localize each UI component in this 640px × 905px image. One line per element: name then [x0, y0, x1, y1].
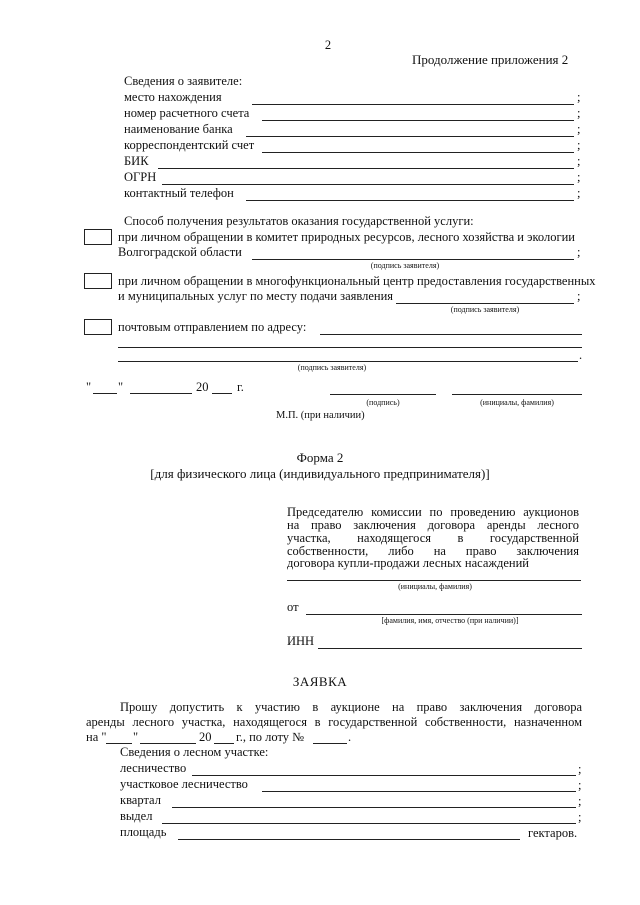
- semicolon: ;: [577, 289, 581, 303]
- semicolon: ;: [577, 106, 581, 120]
- date-quote-close: ": [118, 380, 124, 394]
- auction-day-line[interactable]: [106, 743, 132, 744]
- stamp-note: М.П. (при наличии): [276, 410, 365, 421]
- checkbox-mail[interactable]: [84, 319, 112, 335]
- auction-year-prefix: 20: [199, 730, 212, 744]
- page-header: Продолжение приложения 2: [412, 52, 569, 67]
- semicolon: ;: [577, 122, 581, 136]
- location-line[interactable]: [252, 104, 574, 105]
- section-line[interactable]: [162, 823, 576, 824]
- page-number: 2: [324, 38, 332, 52]
- bank-line[interactable]: [246, 136, 574, 137]
- initials-caption: (инициалы, фамилия): [398, 582, 472, 591]
- semicolon: ;: [577, 186, 581, 200]
- inn-line[interactable]: [318, 648, 582, 649]
- semicolon: ;: [577, 170, 581, 184]
- signature-line[interactable]: [330, 394, 436, 395]
- mail-address-line2[interactable]: [118, 347, 582, 348]
- auction-year-line[interactable]: [214, 743, 234, 744]
- option-committee-line2: Волгоградской области: [118, 245, 242, 259]
- addressee-line: участка, находящегося в государственной: [287, 531, 579, 545]
- field-label-bank: наименование банка: [124, 122, 233, 136]
- applicant-signature-caption: (подпись заявителя): [370, 261, 440, 270]
- auction-month-line[interactable]: [140, 743, 196, 744]
- field-label-location: место нахождения: [124, 90, 222, 104]
- addressee-line: собственности, либо на право заключения: [287, 544, 579, 558]
- option-mail-label: почтовым отправлением по адресу:: [118, 320, 307, 334]
- quarter-line[interactable]: [172, 807, 576, 808]
- field-label-corr-account: корреспондентский счет: [124, 138, 255, 152]
- plot-label-section: выдел: [120, 809, 153, 823]
- from-label: от: [287, 600, 299, 614]
- semicolon: ;: [577, 245, 581, 259]
- addressee-line: на право заключения договора аренды лесного: [287, 518, 579, 532]
- method-title: Способ получения результатов оказания государственной услуги:: [124, 214, 474, 228]
- semicolon: ;: [578, 794, 582, 808]
- field-label-ogrn: ОГРН: [124, 170, 157, 184]
- addressee-line: Председателю комиссии по проведению аукционов: [287, 505, 579, 519]
- option-mfc-line2: и муниципальных услуг по месту подачи заявления: [118, 289, 394, 303]
- name-caption: (инициалы, фамилия): [480, 398, 554, 407]
- date-day-line[interactable]: [93, 393, 117, 394]
- application-text-line1: Прошу допустить к участию в аукционе на право заключения договора: [120, 700, 582, 714]
- lot-label: г., по лоту №: [236, 730, 305, 744]
- dot: .: [579, 348, 583, 362]
- forestry-line[interactable]: [192, 775, 576, 776]
- lot-number-line[interactable]: [313, 743, 347, 744]
- ogrn-line[interactable]: [162, 184, 574, 185]
- corr-account-line[interactable]: [262, 152, 574, 153]
- field-label-bik: БИК: [124, 154, 149, 168]
- applicant-title: Сведения о заявителе:: [124, 74, 243, 88]
- date-year-line[interactable]: [212, 393, 232, 394]
- semicolon: ;: [577, 154, 581, 168]
- area-unit: гектаров.: [528, 826, 578, 840]
- semicolon: ;: [578, 762, 582, 776]
- application-title: ЗАЯВКА: [292, 674, 348, 689]
- form2-subtitle: [для физического лица (индивидуального предпринимателя)]: [150, 466, 490, 481]
- signature-caption: (подпись): [366, 398, 400, 407]
- form2-title: Форма 2: [296, 450, 344, 465]
- semicolon: ;: [577, 90, 581, 104]
- addressee-line: договора купли-продажи лесных насаждений: [287, 556, 529, 570]
- date-quote-open: ": [86, 380, 92, 394]
- applicant-signature-caption: (подпись заявителя): [297, 363, 367, 372]
- from-name-line[interactable]: [306, 614, 582, 615]
- inn-label: ИНН: [287, 634, 315, 648]
- area-line[interactable]: [178, 839, 520, 840]
- application-text-line2: аренды лесного участка, находящегося в государственной собственности, назначенном: [86, 715, 582, 729]
- field-label-account: номер расчетного счета: [124, 106, 250, 120]
- date-month-line[interactable]: [130, 393, 192, 394]
- mfc-signature-line[interactable]: [396, 303, 574, 304]
- plot-label-area: площадь: [120, 825, 167, 839]
- checkbox-mfc[interactable]: [84, 273, 112, 289]
- committee-signature-line[interactable]: [252, 259, 574, 260]
- semicolon: ;: [578, 778, 582, 792]
- lot-dot: .: [348, 730, 352, 744]
- checkbox-committee[interactable]: [84, 229, 112, 245]
- plot-label-forestry: лесничество: [120, 761, 187, 775]
- phone-line[interactable]: [246, 200, 574, 201]
- mail-address-line3[interactable]: [118, 361, 578, 362]
- auction-date-prefix: на ": [86, 730, 107, 744]
- semicolon: ;: [578, 810, 582, 824]
- district-forestry-line[interactable]: [262, 791, 576, 792]
- bik-line[interactable]: [158, 168, 574, 169]
- from-caption: [фамилия, имя, отчество (при наличии)]: [381, 616, 519, 625]
- plot-label-district-forestry: участковое лесничество: [120, 777, 248, 791]
- option-committee-line1: при личном обращении в комитет природных ресурсов, лесного хозяйства и экологии: [118, 230, 575, 244]
- plot-title: Сведения о лесном участке:: [120, 745, 269, 759]
- addressee-initials-line[interactable]: [287, 580, 581, 581]
- option-mfc-line1: при личном обращении в многофункциональный центр предоставления государственных: [118, 274, 596, 288]
- account-line[interactable]: [262, 120, 574, 121]
- field-label-phone: контактный телефон: [124, 186, 234, 200]
- name-line[interactable]: [452, 394, 582, 395]
- mail-address-line1[interactable]: [320, 334, 582, 335]
- date-year-prefix: 20: [196, 380, 209, 394]
- applicant-signature-caption: (подпись заявителя): [450, 305, 520, 314]
- semicolon: ;: [577, 138, 581, 152]
- plot-label-quarter: квартал: [120, 793, 161, 807]
- auction-date-quote: ": [133, 730, 139, 744]
- date-year-suffix: г.: [237, 380, 244, 394]
